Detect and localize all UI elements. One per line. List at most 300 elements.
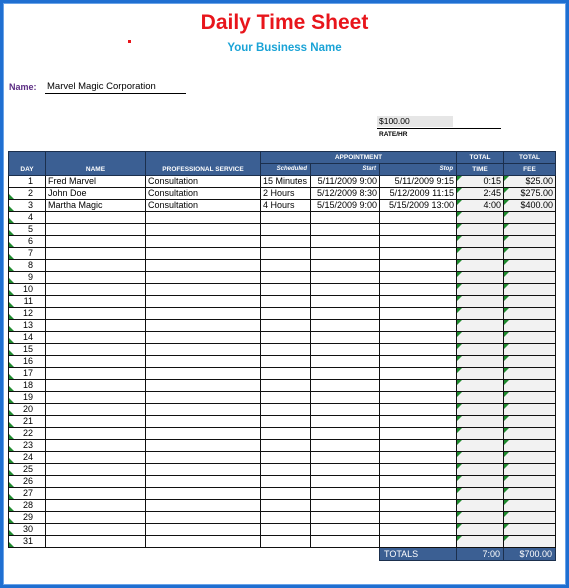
table-row: [9, 428, 556, 440]
cell-start[interactable]: [311, 428, 380, 440]
cell-name-value: Martha Magic: [48, 200, 103, 210]
cell-name[interactable]: [46, 332, 146, 344]
cell-scheduled-value: 4 Hours: [263, 200, 295, 210]
cell-total-time: [457, 392, 504, 404]
cell-start-value: 5/12/2009 8:30: [316, 188, 377, 198]
cell-name[interactable]: [46, 536, 146, 548]
cell-start[interactable]: [311, 488, 380, 500]
table-row: [9, 512, 556, 524]
cell-stop[interactable]: [380, 332, 457, 344]
cell-service[interactable]: [146, 368, 261, 380]
table-row: [9, 224, 556, 236]
page-title: Daily Time Sheet: [200, 11, 369, 34]
cell-service[interactable]: [146, 308, 261, 320]
cell-service[interactable]: [146, 404, 261, 416]
formula-indicator-icon: [457, 344, 462, 349]
cell-stop[interactable]: [380, 404, 457, 416]
cell-name[interactable]: [46, 500, 146, 512]
totals-spacer: [9, 548, 380, 561]
table-row: [9, 524, 556, 536]
header-service: PROFESSIONAL SERVICE: [146, 152, 261, 176]
cell-start[interactable]: [311, 212, 380, 224]
cell-scheduled[interactable]: [261, 284, 311, 296]
cell-stop[interactable]: [380, 344, 457, 356]
cell-stop[interactable]: [380, 236, 457, 248]
cell-name[interactable]: [46, 404, 146, 416]
table-row: [9, 452, 556, 464]
formula-indicator-icon: [457, 488, 462, 493]
cell-stop[interactable]: [380, 464, 457, 476]
cell-start[interactable]: [311, 404, 380, 416]
cell-day-value: 26: [22, 476, 33, 486]
cell-scheduled[interactable]: [261, 356, 311, 368]
cell-start[interactable]: [311, 416, 380, 428]
cell-start[interactable]: [311, 188, 380, 200]
cell-total-time: [457, 524, 504, 536]
cell-day-value: 5: [27, 224, 33, 234]
cell-day: [9, 296, 46, 308]
formula-indicator-icon: [457, 500, 462, 505]
cell-service[interactable]: [146, 416, 261, 428]
table-row: [9, 380, 556, 392]
cell-start[interactable]: [311, 524, 380, 536]
formula-indicator-icon: [504, 224, 509, 229]
table-row: [9, 260, 556, 272]
error-indicator-icon: [9, 542, 14, 547]
cell-name[interactable]: [46, 272, 146, 284]
cell-scheduled[interactable]: [261, 536, 311, 548]
cell-name[interactable]: [46, 368, 146, 380]
cell-name[interactable]: [46, 428, 146, 440]
error-indicator-icon: [9, 458, 14, 463]
cell-total-fee: [504, 236, 556, 248]
cell-start[interactable]: [311, 260, 380, 272]
table-row: [9, 212, 556, 224]
cell-stop[interactable]: [380, 272, 457, 284]
cell-scheduled[interactable]: [261, 236, 311, 248]
cell-total-fee: [504, 200, 556, 212]
cell-scheduled[interactable]: [261, 500, 311, 512]
cell-total-fee: [504, 212, 556, 224]
error-indicator-icon: [9, 194, 14, 199]
cell-service[interactable]: [146, 356, 261, 368]
table-row: [9, 488, 556, 500]
cell-stop[interactable]: [380, 212, 457, 224]
formula-indicator-icon: [504, 248, 509, 253]
cell-start[interactable]: [311, 500, 380, 512]
cell-start[interactable]: [311, 440, 380, 452]
cell-name[interactable]: [46, 380, 146, 392]
error-indicator-icon: [9, 386, 14, 391]
cell-name[interactable]: [46, 308, 146, 320]
formula-indicator-icon: [504, 284, 509, 289]
cell-total-time: [457, 464, 504, 476]
table-row: [9, 476, 556, 488]
cell-service[interactable]: [146, 452, 261, 464]
cell-stop[interactable]: [380, 224, 457, 236]
cell-stop[interactable]: [380, 260, 457, 272]
cell-scheduled-value: 2 Hours: [263, 188, 295, 198]
header-stop: Stop: [380, 164, 457, 176]
cell-service[interactable]: [146, 248, 261, 260]
cell-day-value: 8: [27, 260, 33, 270]
cell-name[interactable]: [46, 524, 146, 536]
cell-total-time: [457, 440, 504, 452]
cell-name[interactable]: [46, 416, 146, 428]
cell-service[interactable]: [146, 332, 261, 344]
cell-day: [9, 344, 46, 356]
header-total-fee-top: TOTAL: [504, 152, 556, 164]
cell-name[interactable]: [46, 392, 146, 404]
cell-scheduled[interactable]: [261, 188, 311, 200]
cell-day: [9, 200, 46, 212]
formula-indicator-icon: [504, 272, 509, 277]
cell-day: [9, 272, 46, 284]
cell-total-fee: [504, 500, 556, 512]
cell-scheduled[interactable]: [261, 392, 311, 404]
cell-service-value: Consultation: [148, 176, 199, 186]
table-row: [9, 392, 556, 404]
cell-stop[interactable]: [380, 356, 457, 368]
cell-day: [9, 368, 46, 380]
error-indicator-icon: [9, 482, 14, 487]
cell-service[interactable]: [146, 464, 261, 476]
cell-scheduled[interactable]: [261, 296, 311, 308]
cell-stop[interactable]: [380, 440, 457, 452]
cell-service[interactable]: [146, 272, 261, 284]
error-indicator-icon: [9, 278, 14, 283]
cell-total-fee: [504, 428, 556, 440]
formula-indicator-icon: [457, 176, 462, 181]
cell-day: [9, 188, 46, 200]
cell-name[interactable]: [46, 344, 146, 356]
cell-service[interactable]: [146, 500, 261, 512]
cell-day-value: 22: [22, 428, 33, 438]
cell-name[interactable]: [46, 212, 146, 224]
error-indicator-icon: [9, 446, 14, 451]
formula-indicator-icon: [504, 392, 509, 397]
cell-day-value: 11: [23, 296, 33, 306]
cell-stop[interactable]: [380, 176, 457, 188]
error-indicator-icon: [9, 218, 14, 223]
cell-start[interactable]: [311, 236, 380, 248]
cell-stop[interactable]: [380, 248, 457, 260]
cell-start[interactable]: [311, 320, 380, 332]
formula-indicator-icon: [504, 428, 509, 433]
cell-total-time: [457, 320, 504, 332]
table-row: [9, 296, 556, 308]
cell-stop[interactable]: [380, 524, 457, 536]
cell-total-fee: [504, 488, 556, 500]
cell-stop[interactable]: [380, 308, 457, 320]
cell-service[interactable]: [146, 524, 261, 536]
cell-stop[interactable]: [380, 536, 457, 548]
cell-stop[interactable]: [380, 512, 457, 524]
cell-name[interactable]: [46, 236, 146, 248]
cell-total-fee: [504, 392, 556, 404]
cell-total-fee: [504, 176, 556, 188]
cell-day-value: 1: [27, 176, 33, 186]
cell-service[interactable]: [146, 344, 261, 356]
cell-total-fee: [504, 440, 556, 452]
cell-scheduled[interactable]: [261, 320, 311, 332]
cell-service[interactable]: [146, 512, 261, 524]
header-total-fee-bottom: FEE: [504, 164, 556, 176]
cell-scheduled[interactable]: [261, 344, 311, 356]
cell-name[interactable]: [46, 452, 146, 464]
cell-total-time: [457, 536, 504, 548]
cell-scheduled[interactable]: [261, 512, 311, 524]
cell-scheduled[interactable]: [261, 380, 311, 392]
cell-start[interactable]: [311, 368, 380, 380]
cell-total-time: [457, 488, 504, 500]
header-total-time-bottom: TIME: [457, 164, 504, 176]
cell-name[interactable]: [46, 488, 146, 500]
cell-scheduled[interactable]: [261, 224, 311, 236]
cell-service[interactable]: [146, 212, 261, 224]
cell-name[interactable]: [46, 476, 146, 488]
cell-day: [9, 404, 46, 416]
header-scheduled: Scheduled: [261, 164, 311, 176]
cell-day-value: 3: [27, 200, 33, 210]
cell-start[interactable]: [311, 224, 380, 236]
cell-stop[interactable]: [380, 188, 457, 200]
cell-name[interactable]: [46, 440, 146, 452]
table-row: [9, 356, 556, 368]
cell-stop[interactable]: [380, 500, 457, 512]
cell-scheduled[interactable]: [261, 248, 311, 260]
formula-indicator-icon: [504, 296, 509, 301]
cell-scheduled[interactable]: [261, 452, 311, 464]
cell-start[interactable]: [311, 392, 380, 404]
cell-start[interactable]: [311, 512, 380, 524]
cell-name[interactable]: [46, 320, 146, 332]
cell-stop[interactable]: [380, 392, 457, 404]
cell-stop[interactable]: [380, 368, 457, 380]
cell-start-value: 5/15/2009 9:00: [316, 200, 377, 210]
rate-field[interactable]: $100.00: [377, 116, 453, 127]
table-row: [9, 368, 556, 380]
cell-service[interactable]: [146, 260, 261, 272]
cell-service[interactable]: [146, 488, 261, 500]
cell-service[interactable]: [146, 188, 261, 200]
formula-indicator-icon: [457, 332, 462, 337]
cell-day-value: 18: [22, 380, 33, 390]
table-row: [9, 200, 556, 212]
cell-scheduled[interactable]: [261, 488, 311, 500]
cell-name[interactable]: [46, 512, 146, 524]
cell-stop[interactable]: [380, 284, 457, 296]
table-row: [9, 332, 556, 344]
cell-start[interactable]: [311, 536, 380, 548]
cell-day: [9, 416, 46, 428]
cell-total-fee: [504, 416, 556, 428]
error-indicator-icon: [9, 242, 14, 247]
cell-total-fee: [504, 260, 556, 272]
cell-day: [9, 212, 46, 224]
cell-day-value: 19: [22, 392, 33, 402]
cell-service[interactable]: [146, 296, 261, 308]
cell-scheduled[interactable]: [261, 524, 311, 536]
cell-name[interactable]: [46, 356, 146, 368]
cell-day: [9, 224, 46, 236]
cell-start[interactable]: [311, 200, 380, 212]
formula-indicator-icon: [504, 512, 509, 517]
timesheet-table: [8, 151, 556, 561]
cell-day: [9, 392, 46, 404]
cell-stop[interactable]: [380, 296, 457, 308]
cell-stop[interactable]: [380, 428, 457, 440]
cell-day-value: 30: [22, 524, 33, 534]
cell-day-value: 23: [22, 440, 33, 450]
cell-total-fee-value: $400.00: [520, 200, 553, 210]
cell-day-value: 20: [22, 404, 33, 414]
cell-start[interactable]: [311, 272, 380, 284]
cell-total-time: [457, 272, 504, 284]
cell-day: [9, 536, 46, 548]
cell-stop[interactable]: [380, 488, 457, 500]
cell-stop[interactable]: [380, 452, 457, 464]
cell-name[interactable]: [46, 260, 146, 272]
cell-stop-value: 5/15/2009 13:00: [388, 200, 454, 210]
client-name-field[interactable]: Marvel Magic Corporation: [45, 81, 186, 94]
cell-service[interactable]: [146, 380, 261, 392]
cell-stop[interactable]: [380, 476, 457, 488]
cell-service[interactable]: [146, 284, 261, 296]
cell-scheduled[interactable]: [261, 200, 311, 212]
formula-indicator-icon: [504, 212, 509, 217]
cell-name[interactable]: [46, 176, 146, 188]
cell-total-time: [457, 428, 504, 440]
cell-day-value: 14: [22, 332, 33, 342]
cell-start[interactable]: [311, 344, 380, 356]
cell-service[interactable]: [146, 536, 261, 548]
cell-scheduled[interactable]: [261, 368, 311, 380]
cell-start-value: 5/11/2009 9:00: [317, 176, 377, 186]
cell-scheduled[interactable]: [261, 212, 311, 224]
table-row: [9, 188, 556, 200]
table-row: [9, 320, 556, 332]
formula-indicator-icon: [504, 260, 509, 265]
cell-scheduled-value: 15 Minutes: [263, 176, 308, 186]
cell-start[interactable]: [311, 176, 380, 188]
cell-service[interactable]: [146, 200, 261, 212]
header-day: DAY: [9, 152, 46, 176]
cell-service[interactable]: [146, 476, 261, 488]
client-name-label: Name:: [9, 82, 37, 92]
formula-indicator-icon: [504, 176, 509, 181]
cell-start[interactable]: [311, 356, 380, 368]
cell-stop[interactable]: [380, 200, 457, 212]
cell-day-value: 12: [22, 308, 33, 318]
error-indicator-icon: [9, 422, 14, 427]
cell-day-value: 15: [22, 344, 33, 354]
cell-scheduled[interactable]: [261, 464, 311, 476]
business-name[interactable]: Your Business Name: [227, 42, 342, 54]
cell-scheduled[interactable]: [261, 416, 311, 428]
cell-scheduled[interactable]: [261, 176, 311, 188]
cell-start[interactable]: [311, 452, 380, 464]
formula-indicator-icon: [504, 320, 509, 325]
cell-scheduled[interactable]: [261, 260, 311, 272]
cell-total-time: [457, 176, 504, 188]
cell-day-value: 13: [22, 320, 33, 330]
formula-indicator-icon: [504, 524, 509, 529]
cell-scheduled[interactable]: [261, 404, 311, 416]
table-row: [9, 344, 556, 356]
cell-total-fee: [504, 512, 556, 524]
cell-day-value: 31: [22, 536, 33, 546]
formula-indicator-icon: [504, 344, 509, 349]
table-row: [9, 464, 556, 476]
cell-total-time: [457, 452, 504, 464]
cell-name[interactable]: [46, 224, 146, 236]
cell-start[interactable]: [311, 476, 380, 488]
header-total-time-top: TOTAL: [457, 152, 504, 164]
formula-indicator-icon: [457, 320, 462, 325]
formula-indicator-icon: [504, 308, 509, 313]
formula-indicator-icon: [457, 428, 462, 433]
cell-name[interactable]: [46, 464, 146, 476]
cell-name[interactable]: [46, 248, 146, 260]
cell-scheduled[interactable]: [261, 332, 311, 344]
cell-day: [9, 500, 46, 512]
cell-total-fee: [504, 524, 556, 536]
cell-service[interactable]: [146, 224, 261, 236]
cell-scheduled[interactable]: [261, 476, 311, 488]
cell-service[interactable]: [146, 176, 261, 188]
cell-service[interactable]: [146, 392, 261, 404]
cell-name[interactable]: [46, 188, 146, 200]
cell-start[interactable]: [311, 248, 380, 260]
cell-start[interactable]: [311, 380, 380, 392]
cell-scheduled[interactable]: [261, 440, 311, 452]
cell-stop[interactable]: [380, 416, 457, 428]
cell-start[interactable]: [311, 464, 380, 476]
table-row: [9, 272, 556, 284]
cell-scheduled[interactable]: [261, 308, 311, 320]
cell-day: [9, 332, 46, 344]
cell-service[interactable]: [146, 236, 261, 248]
cell-total-fee: [504, 404, 556, 416]
cell-start[interactable]: [311, 332, 380, 344]
cell-stop[interactable]: [380, 320, 457, 332]
cell-start[interactable]: [311, 308, 380, 320]
cell-service[interactable]: [146, 428, 261, 440]
error-indicator-icon: [9, 518, 14, 523]
table-row: [9, 416, 556, 428]
cell-total-fee: [504, 188, 556, 200]
table-row: [9, 236, 556, 248]
cell-scheduled[interactable]: [261, 428, 311, 440]
cell-total-fee: [504, 308, 556, 320]
cell-total-fee: [504, 248, 556, 260]
formula-indicator-icon: [504, 236, 509, 241]
formula-indicator-icon: [504, 452, 509, 457]
error-indicator-icon: [9, 350, 14, 355]
cell-service[interactable]: [146, 440, 261, 452]
cell-scheduled[interactable]: [261, 272, 311, 284]
cell-name[interactable]: [46, 296, 146, 308]
formula-indicator-icon: [457, 476, 462, 481]
cell-day-value: 28: [22, 500, 33, 510]
cell-stop[interactable]: [380, 380, 457, 392]
cell-name[interactable]: [46, 284, 146, 296]
cell-name[interactable]: [46, 200, 146, 212]
cell-start[interactable]: [311, 296, 380, 308]
cell-start[interactable]: [311, 284, 380, 296]
cell-service[interactable]: [146, 320, 261, 332]
